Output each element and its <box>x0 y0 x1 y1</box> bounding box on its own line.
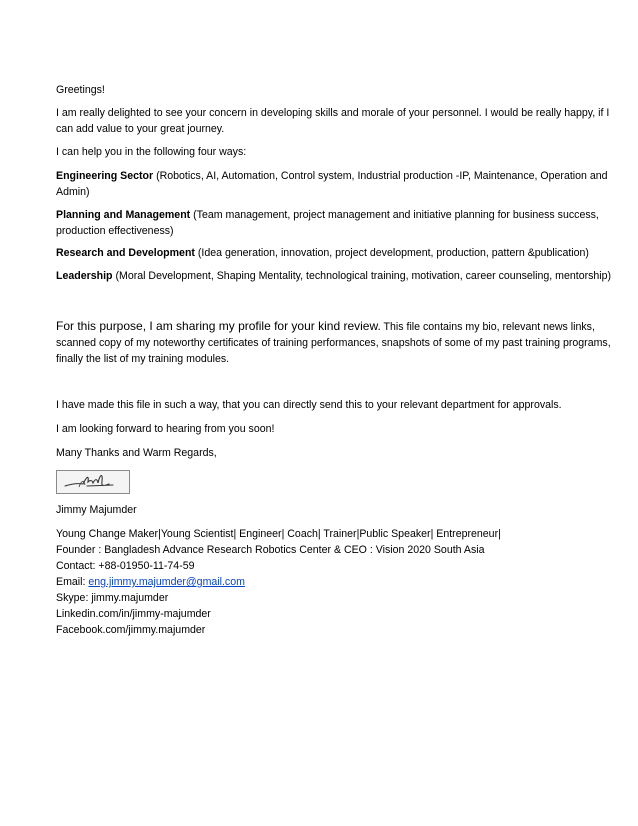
purpose-rest: This file contains my bio, relevant news links, scanned copy of my noteworthy certificates of training performances, snapshots of some of my past training programs, finally the list of my training modules. <box>56 321 611 365</box>
email-line <box>56 574 616 590</box>
way-desc: (Moral Development, Shaping Mentality, technological training, motivation, career counseling, mentorship) <box>112 270 612 282</box>
purpose-paragraph <box>56 318 616 367</box>
titles: Young Change Maker|Young Scientist| Engineer| Coach| Trainer|Public Speaker| Entrepreneur| <box>56 528 501 540</box>
looking-forward: I am looking forward to hearing from you soon! <box>56 423 275 435</box>
purpose-lead: For this purpose, I am sharing my profile for your kind review. <box>56 319 381 333</box>
way-planning <box>56 207 616 239</box>
facebook: Facebook.com/jimmy.majumder <box>56 624 206 636</box>
founder: Founder : Bangladesh Advance Research Robotics Center & CEO : Vision 2020 South Asia <box>56 544 485 556</box>
skype: Skype: jimmy.majumder <box>56 592 169 604</box>
way-desc: (Robotics, AI, Automation, Control system, Industrial production -IP, Maintenance, Operation and Admin) <box>56 170 608 198</box>
file-note: I have made this file in such a way, that you can directly send this to your relevant department for approvals. <box>56 399 562 411</box>
intro-paragraph: I am really delighted to see your concern in developing skills and morale of your personnel. I would be really happy, if I can add value to your great journey. <box>56 107 610 135</box>
way-desc: (Team management, project management and initiative planning for business success, production effectiveness) <box>56 209 599 237</box>
signatory-name: Jimmy Majumder <box>56 504 137 516</box>
email-link[interactable]: eng.jimmy.majumder@gmail.com <box>88 576 245 588</box>
way-title: Engineering Sector <box>56 170 154 182</box>
closing: Many Thanks and Warm Regards, <box>56 447 217 459</box>
way-title: Research and Development <box>56 247 195 259</box>
phone: Contact: +88-01950-11-74-59 <box>56 560 195 572</box>
way-engineering <box>56 168 616 200</box>
ways-intro: I can help you in the following four ways: <box>56 146 247 158</box>
way-title: Planning and Management <box>56 209 191 221</box>
way-title: Leadership <box>56 270 113 282</box>
signature-image <box>56 470 130 494</box>
contact-block <box>56 526 616 638</box>
linkedin: Linkedin.com/in/jimmy-majumder <box>56 608 211 620</box>
greeting: Greetings! <box>56 84 105 96</box>
way-research <box>56 245 616 261</box>
way-desc: (Idea generation, innovation, project development, production, pattern &publication) <box>194 247 589 259</box>
email-label: Email: <box>56 576 89 588</box>
way-leadership <box>56 268 616 284</box>
